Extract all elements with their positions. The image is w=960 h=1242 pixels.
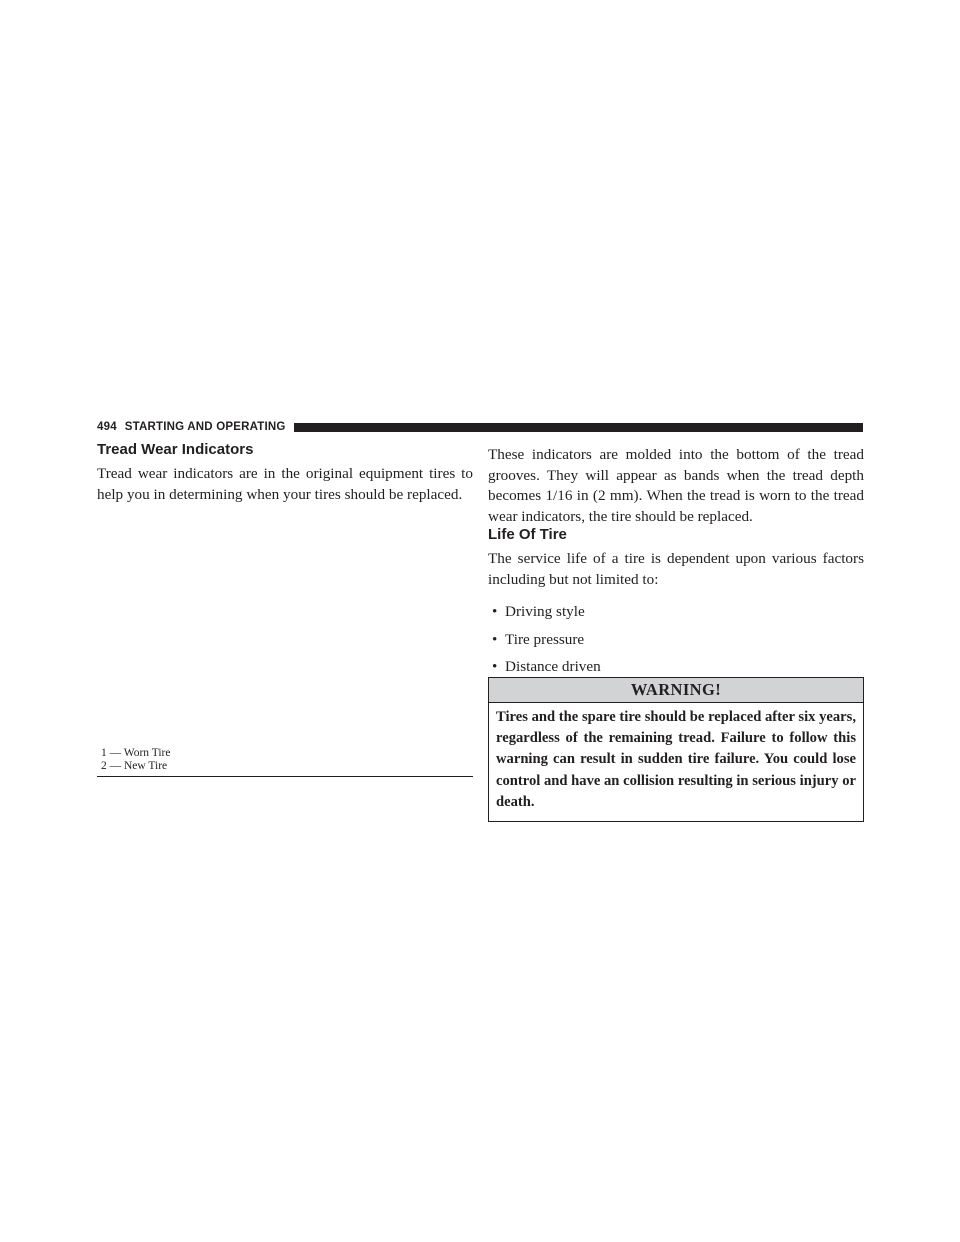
- list-item-label: Driving style: [505, 603, 585, 620]
- tread-wear-continued: These indicators are molded into the bottom of the tread grooves. They will appear as bands when the tread depth becomes 1/16 in (2 mm). When the tread is worn to the tread wear indicators, the tire should be replaced.: [488, 446, 864, 525]
- figure-caption-1: 1 — Worn Tire: [101, 747, 171, 759]
- life-of-tire-heading: Life Of Tire: [488, 526, 567, 543]
- right-column: [488, 445, 864, 527]
- life-factors-list: [488, 602, 864, 678]
- figure-caption-2: 2 — New Tire: [101, 759, 168, 772]
- bullet-icon: •: [492, 603, 498, 620]
- page-number: 494: [97, 421, 117, 433]
- list-item: [488, 630, 864, 651]
- list-item-label: Distance driven: [505, 658, 601, 675]
- warning-text: Tires and the spare tire should be replaced after six years, regardless of the remaining tread. Failure to follow this warning can result in sudden tire failure. You could lose control and have an collision resulting in serious injury or death.: [496, 709, 856, 810]
- left-column: [97, 440, 473, 505]
- bullet-icon: •: [492, 630, 498, 648]
- list-item-label: Tire pressure: [505, 630, 585, 648]
- bullet-icon: •: [492, 658, 498, 675]
- warning-box: [488, 677, 864, 822]
- figure-rule: [97, 776, 473, 777]
- list-item: [488, 602, 864, 623]
- running-header: [97, 420, 863, 434]
- tread-wear-heading: Tread Wear Indicators: [97, 441, 254, 458]
- tread-wear-intro: Tread wear indicators are in the original equipment tires to help you in determining when your tires should be replaced.: [97, 465, 473, 503]
- tread-wear-figure: [97, 530, 473, 745]
- list-item: [488, 657, 864, 678]
- warning-title: WARNING!: [489, 678, 863, 703]
- life-of-tire-section: [488, 525, 864, 685]
- header-rule: [294, 423, 863, 432]
- figure-captions: [97, 747, 473, 772]
- life-of-tire-intro: The service life of a tire is dependent upon various factors including but not limited to:: [488, 550, 864, 588]
- section-title: STARTING AND OPERATING: [124, 421, 286, 433]
